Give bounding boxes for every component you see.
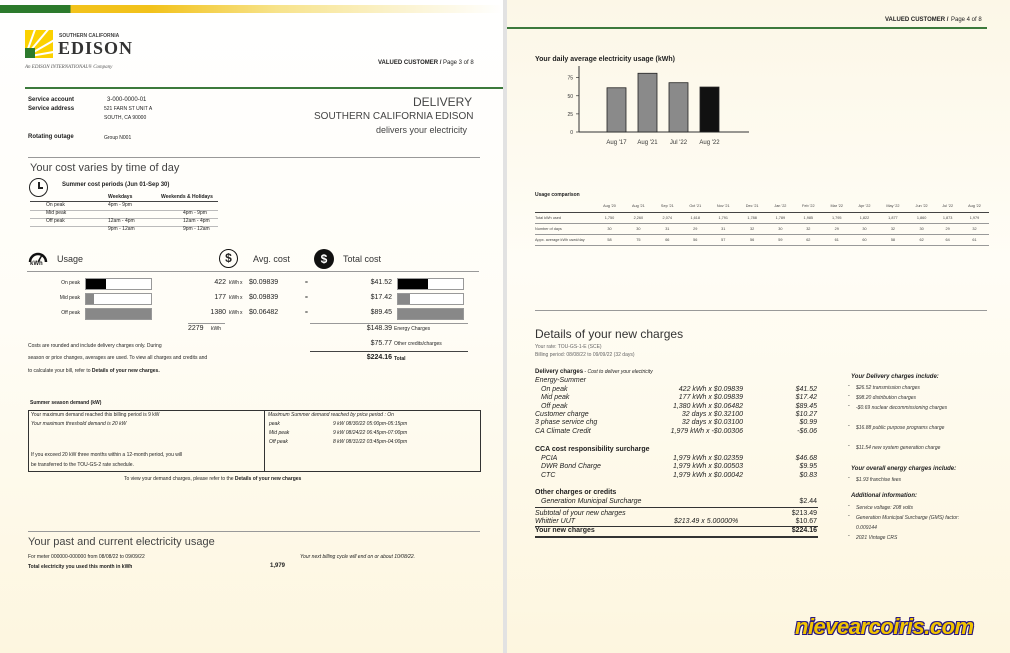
total-cost-title: Total cost bbox=[343, 254, 382, 264]
cca-line-calc: 1,979 kWh x $0.00503 bbox=[672, 463, 743, 471]
charge-line-calc: 32 days x $0.03100 bbox=[681, 419, 743, 427]
y-tick-label: 0 bbox=[570, 130, 573, 136]
energy-charges-value: $148.39 bbox=[366, 325, 392, 332]
tod-period-name: Mid peak bbox=[46, 210, 67, 216]
usage-kwh-unit: kWh bbox=[229, 280, 239, 286]
usage-kwh: 422 bbox=[214, 279, 226, 286]
charge-line-name: On peak bbox=[541, 386, 568, 393]
charge-line-name: CA Climate Credit bbox=[535, 427, 591, 435]
usage-row-label: Off peak bbox=[61, 310, 80, 316]
next-billing-cycle: Your next billing cycle will end on or about 10/08/22. bbox=[300, 554, 416, 560]
brand-color-strip bbox=[0, 5, 503, 13]
grand-total-rule bbox=[310, 351, 468, 352]
service-address-line1: 521 FARN ST UNIT A bbox=[104, 106, 153, 112]
usage-times: x bbox=[240, 310, 243, 316]
dollar-outline-icon: $ bbox=[219, 249, 238, 268]
side-energy-item: $1.93 franchise fees bbox=[856, 477, 902, 483]
gms-name: Generation Municipal Surcharge bbox=[541, 498, 642, 505]
uc-month-header: Jun '22 bbox=[908, 201, 935, 212]
header-customer-left: VALUED CUSTOMER / bbox=[378, 60, 442, 66]
demand-period-value: 8 kW 08/31/22 03:45pm-04:00pm bbox=[333, 439, 408, 445]
side-delivery-bullet: - bbox=[848, 393, 850, 399]
side-additional-bullet: - bbox=[848, 533, 850, 539]
uc-cell: 56 bbox=[738, 234, 767, 245]
uc-cell: 30 bbox=[767, 223, 794, 234]
tod-weekdays: 12am - 4pm bbox=[108, 218, 135, 224]
uc-cell: 58 bbox=[595, 234, 624, 245]
uc-month-header: Aug '21 bbox=[624, 201, 653, 212]
usage-title: Usage bbox=[57, 254, 84, 264]
charge-line-amount: $10.27 bbox=[795, 410, 817, 418]
demand-period-value: 9 kW 08/30/22 05:00pm-05:15pm bbox=[333, 421, 408, 427]
uc-cell: 57 bbox=[709, 234, 738, 245]
cca-line-calc: 1,979 kWh x $0.00042 bbox=[672, 471, 743, 479]
uc-month-header: Oct '21 bbox=[682, 201, 709, 212]
uc-cell: 30 bbox=[851, 223, 878, 234]
usage-total-cost: $89.45 bbox=[370, 309, 392, 316]
usage-bar bbox=[85, 308, 152, 320]
delivery-title: DELIVERY bbox=[413, 95, 473, 109]
uc-cell: 29 bbox=[823, 223, 851, 234]
demand-period-name: peak bbox=[269, 421, 280, 427]
charge-line-name: Customer charge bbox=[535, 410, 589, 418]
side-delivery-item: $26.52 transmission charges bbox=[856, 385, 920, 391]
side-additional-title: Additional information: bbox=[851, 493, 917, 499]
y-tick-label: 25 bbox=[567, 111, 573, 118]
usage-note-1: Costs are rounded and include delivery charges only. During bbox=[28, 343, 162, 349]
demand-box-divider bbox=[264, 410, 265, 472]
rule-1 bbox=[28, 157, 480, 158]
subtotal-rule bbox=[535, 507, 818, 508]
cost-bar bbox=[397, 278, 464, 290]
cca-title: CCA cost responsibility surcharge bbox=[535, 446, 650, 453]
kwh-icon-label: kWh bbox=[30, 261, 43, 267]
charge-line-amount: $0.99 bbox=[799, 419, 817, 427]
delivery-charges-label: Delivery charges - Cost to deliver your electricity bbox=[535, 369, 653, 375]
demand-line-4: be transferred to the TOU-GS-2 rate schedule. bbox=[31, 462, 134, 468]
header-rule bbox=[25, 87, 503, 89]
x-tick-label: Aug '22 bbox=[699, 140, 720, 146]
cost-total-rule bbox=[310, 323, 468, 324]
usage-total-cost: $41.52 bbox=[370, 279, 392, 286]
usage-avg-cost: $0.06482 bbox=[249, 309, 279, 316]
usage-bar bbox=[85, 293, 152, 305]
header-page-right: Page 4 of 8 bbox=[951, 17, 982, 23]
summer-periods-title: Summer cost periods (Jun 01-Sep 30) bbox=[62, 182, 170, 188]
logo-small-text: SOUTHERN CALIFORNIA bbox=[59, 33, 120, 39]
side-delivery-title: Your Delivery charges include: bbox=[851, 374, 939, 380]
charge-line-amount: $89.45 bbox=[795, 402, 817, 410]
demand-period-name: Mid peak bbox=[269, 430, 290, 436]
uc-cell: 2,260 bbox=[624, 212, 653, 223]
charge-line-amount: -$6.06 bbox=[797, 427, 817, 435]
logo-tagline: An EDISON INTERNATIONAL® Company bbox=[25, 65, 113, 70]
header-customer-right: VALUED CUSTOMER / bbox=[885, 17, 949, 23]
charge-line-calc: 177 kWh x $0.09839 bbox=[678, 394, 743, 402]
new-charges-double-rule bbox=[535, 536, 818, 538]
side-additional-item: Service voltage: 208 volts bbox=[856, 505, 913, 511]
tod-weekdays: 4pm - 9pm bbox=[108, 202, 132, 208]
details-billing-period: Billing period: 08/08/22 to 09/09/22 (32 days) bbox=[535, 352, 635, 358]
usage-times: x bbox=[240, 280, 243, 286]
demand-footer: To view your demand charges, please refer to the Details of your new charges bbox=[124, 476, 302, 482]
side-delivery-item: $11.54 new system generation charge bbox=[856, 445, 941, 451]
service-account-value: 3-000-0000-01 bbox=[107, 97, 147, 103]
uc-cell: 58 bbox=[878, 234, 908, 245]
usage-equals: = bbox=[305, 295, 308, 301]
uc-cell: 32 bbox=[878, 223, 908, 234]
grand-total-value: $224.16 bbox=[366, 354, 392, 361]
uc-cell: 60 bbox=[851, 234, 878, 245]
tod-weekends: 12am - 4pm bbox=[183, 218, 210, 224]
cca-line-calc: 1,979 kWh x $0.02359 bbox=[672, 455, 743, 462]
subtotal-amount: $213.49 bbox=[791, 510, 817, 517]
side-delivery-bullet: - bbox=[848, 443, 850, 449]
demand-period-value: 9 kW 08/24/22 06:45pm-07:00pm bbox=[333, 430, 408, 436]
daily-usage-bar-chart bbox=[555, 66, 755, 150]
tod-weekends: 9pm - 12am bbox=[183, 226, 210, 232]
uc-month-header: Feb '22 bbox=[794, 201, 822, 212]
total-electricity-label: Total electricity you used this month in kWh bbox=[28, 564, 133, 570]
charge-line-amount: $17.42 bbox=[795, 394, 817, 402]
cost-bar bbox=[397, 293, 464, 305]
daily-usage-chart-title: Your daily average electricity usage (kWh) bbox=[535, 56, 675, 63]
uc-cell: 59 bbox=[767, 234, 794, 245]
usage-note-2: season or price changes, averages are used. To view all charges and credits and bbox=[28, 355, 208, 361]
col-weekdays: Weekdays bbox=[108, 194, 133, 200]
cca-line-amount: $0.83 bbox=[799, 471, 817, 479]
uc-cell: 29 bbox=[682, 223, 709, 234]
uc-month-header: Jan '22 bbox=[767, 201, 794, 212]
total-kwh: 2279 bbox=[188, 325, 204, 332]
kwh-total-rule bbox=[188, 323, 225, 324]
service-address-line2: SOUTH, CA 90000 bbox=[104, 115, 147, 121]
charge-line-name: Mid peak bbox=[541, 394, 570, 402]
usage-row-label: Mid peak bbox=[59, 295, 80, 301]
uc-cell: 61 bbox=[823, 234, 851, 245]
uc-cell: 1,750 bbox=[595, 212, 624, 223]
uc-cell: 1,877 bbox=[878, 212, 908, 223]
new-charges-name: Your new charges bbox=[535, 527, 595, 534]
uc-cell: 1,788 bbox=[738, 212, 767, 223]
uc-month-header: Apr '22 bbox=[851, 201, 878, 212]
usage-comparison-table bbox=[535, 201, 989, 246]
side-delivery-item: $16.88 public purpose programs charge bbox=[856, 425, 945, 431]
other-credits-value: $75.77 bbox=[370, 340, 392, 347]
clock-icon bbox=[29, 178, 48, 197]
uc-cell: 32 bbox=[960, 223, 989, 234]
side-delivery-bullet: - bbox=[848, 383, 850, 389]
usage-equals: = bbox=[305, 310, 308, 316]
grand-total-label: Total bbox=[394, 356, 406, 362]
uc-cell: 1,822 bbox=[851, 212, 878, 223]
uc-month-header: Aug '20 bbox=[595, 201, 624, 212]
uc-cell: 75 bbox=[624, 234, 653, 245]
total-kwh-unit: kWh bbox=[211, 326, 221, 332]
demand-line-1: Your maximum demand reached this billing period is 9 kW bbox=[31, 412, 160, 418]
x-tick-label: Aug '17 bbox=[606, 140, 627, 146]
uc-cell: 66 bbox=[653, 234, 682, 245]
charge-line-calc: 422 kWh x $0.09839 bbox=[678, 386, 743, 393]
header-page-left: Page 3 of 8 bbox=[443, 60, 474, 66]
uc-cell: 56 bbox=[682, 234, 709, 245]
uc-month-header: Mar '22 bbox=[823, 201, 851, 212]
tod-weekends: 4pm - 9pm bbox=[183, 210, 207, 216]
usage-times: x bbox=[240, 295, 243, 301]
usage-kwh: 177 bbox=[214, 294, 226, 301]
gms-amount: $2.44 bbox=[799, 498, 817, 505]
kwh-meter-icon bbox=[28, 250, 48, 268]
uc-cell: 2,074 bbox=[653, 212, 682, 223]
usage-bar-Jul '22 bbox=[669, 83, 688, 132]
uc-cell: 1,979 bbox=[960, 212, 989, 223]
uc-cell: 62 bbox=[908, 234, 935, 245]
subtotal-name: Subtotal of your new charges bbox=[535, 510, 626, 517]
side-additional-item: 2021 Vintage CRS bbox=[856, 535, 898, 541]
charge-line-name: Off peak bbox=[541, 402, 568, 410]
delivery-slogan: delivers your electricity bbox=[376, 125, 468, 135]
uc-corner bbox=[535, 201, 595, 212]
uc-cell: 1,618 bbox=[682, 212, 709, 223]
logo-edison-text: EDISON bbox=[58, 38, 134, 58]
uc-cell: 1,873 bbox=[935, 212, 960, 223]
meter-line: For meter 000000-000000 from 08/08/22 to 09/09/22 bbox=[28, 554, 145, 560]
side-additional-bullet: - bbox=[848, 503, 850, 509]
header-rule-right bbox=[507, 27, 987, 29]
uc-cell: 1,860 bbox=[908, 212, 935, 223]
usage-kwh: 1380 bbox=[210, 309, 226, 316]
y-tick-label: 50 bbox=[567, 93, 573, 100]
demand-line-2: Your maximum threshold demand is 20 kW bbox=[31, 421, 127, 427]
cca-line-name: PCIA bbox=[541, 455, 558, 462]
uc-month-header: Dec '21 bbox=[738, 201, 767, 212]
uc-cell: 32 bbox=[738, 223, 767, 234]
details-title: Details of your new charges bbox=[535, 327, 684, 341]
details-rule bbox=[535, 310, 987, 311]
cca-line-name: DWR Bond Charge bbox=[541, 463, 601, 471]
usage-bar-Aug '21 bbox=[638, 73, 657, 132]
charge-line-calc: 1,380 kWh x $0.06482 bbox=[672, 402, 743, 410]
energy-summer-label: Energy-Summer bbox=[535, 377, 586, 384]
rotating-outage-label: Rotating outage bbox=[28, 134, 74, 140]
uc-cell: 30 bbox=[624, 223, 653, 234]
uc-row-label: Total kWh used bbox=[535, 212, 595, 223]
uc-cell: 1,795 bbox=[823, 212, 851, 223]
service-account-label: Service account bbox=[28, 97, 75, 103]
tod-period-name: On peak bbox=[46, 202, 65, 208]
cca-line-name: CTC bbox=[541, 471, 556, 479]
uc-cell: 62 bbox=[794, 234, 822, 245]
side-additional-item: Generation Municipal Surcharge (GMS) factor: 0.009144 bbox=[856, 515, 960, 531]
uc-cell: 1,791 bbox=[709, 212, 738, 223]
demand-title: Summer season demand (kW) bbox=[30, 400, 102, 406]
past-usage-title: Your past and current electricity usage bbox=[28, 536, 215, 548]
uc-cell: 30 bbox=[595, 223, 624, 234]
watermark-text: nievearcoiris.com bbox=[795, 614, 974, 639]
uc-month-header: Jul '22 bbox=[935, 201, 960, 212]
side-delivery-bullet: - bbox=[848, 403, 850, 409]
total-electricity-value: 1,979 bbox=[270, 563, 286, 569]
uc-cell: 64 bbox=[935, 234, 960, 245]
usage-note-3: to calculate your bill, refer to Details of your new charges. bbox=[28, 368, 160, 374]
rotating-outage-value: Group N001 bbox=[104, 135, 132, 141]
demand-period-name: Off peak bbox=[269, 439, 288, 445]
side-energy-bullet: - bbox=[848, 475, 850, 481]
usage-kwh-unit: kWh bbox=[229, 310, 239, 316]
usage-equals: = bbox=[305, 280, 308, 286]
side-delivery-item: $98.20 distribution charges bbox=[856, 395, 917, 401]
x-tick-label: Aug '21 bbox=[637, 140, 658, 146]
usage-bar bbox=[85, 278, 152, 290]
usage-comparison-title: Usage comparison bbox=[535, 192, 580, 198]
usage-bar-Aug '22 bbox=[700, 87, 719, 132]
uut-name: Whittier UUT bbox=[535, 518, 576, 525]
uut-amount: $10.67 bbox=[795, 518, 817, 525]
charge-line-calc: 1,979 kWh x -$0.00306 bbox=[670, 427, 743, 435]
cost-bar bbox=[397, 308, 464, 320]
uc-row-label: Number of days bbox=[535, 223, 595, 234]
uc-row-label: Appx. average kWh used/day bbox=[535, 234, 595, 245]
time-of-day-title: Your cost varies by time of day bbox=[30, 162, 180, 174]
usage-avg-cost: $0.09839 bbox=[249, 294, 279, 301]
other-charges-title: Other charges or credits bbox=[535, 489, 617, 496]
dollar-filled-icon: $ bbox=[314, 249, 334, 269]
uc-cell: 31 bbox=[653, 223, 682, 234]
other-credits-label: Other credits/charges bbox=[394, 341, 442, 347]
uc-cell: 29 bbox=[935, 223, 960, 234]
usage-avg-cost: $0.09839 bbox=[249, 279, 279, 286]
demand-right-title: Maximum Summer demand reached by price period : On bbox=[268, 412, 394, 418]
x-tick-label: Jul '22 bbox=[669, 140, 688, 146]
cca-line-amount: $46.68 bbox=[795, 455, 817, 462]
usage-rule-top bbox=[27, 271, 479, 272]
side-additional-bullet: - bbox=[848, 513, 850, 519]
y-tick-label: 75 bbox=[567, 75, 573, 82]
usage-total-cost: $17.42 bbox=[370, 294, 392, 301]
avg-cost-title: Avg. cost bbox=[253, 254, 290, 264]
uc-month-header: Nov '21 bbox=[709, 201, 738, 212]
uc-month-header: Sep '21 bbox=[653, 201, 682, 212]
demand-line-3: If you exceed 20 kW three months within a 12-month period, you will bbox=[31, 452, 183, 458]
uc-cell: 1,789 bbox=[767, 212, 794, 223]
uc-cell: 1,985 bbox=[794, 212, 822, 223]
side-energy-title: Your overall energy charges include: bbox=[851, 466, 957, 472]
col-weekends: Weekends & Holidays bbox=[161, 194, 213, 200]
usage-row-label: On peak bbox=[61, 280, 80, 286]
tod-weekdays: 9pm - 12am bbox=[108, 226, 135, 232]
past-usage-rule bbox=[28, 531, 480, 532]
energy-charges-label: Energy Charges bbox=[394, 326, 431, 332]
usage-kwh-unit: kWh bbox=[229, 295, 239, 301]
details-rate: Your rate: TOU-GS-1-E (SCE) bbox=[535, 344, 602, 350]
uc-cell: 32 bbox=[794, 223, 822, 234]
side-delivery-bullet: - bbox=[848, 423, 850, 429]
new-charges-amount: $224.16 bbox=[791, 527, 817, 534]
uc-month-header: May '22 bbox=[878, 201, 908, 212]
tod-period-name: Off peak bbox=[46, 218, 65, 224]
uc-cell: 61 bbox=[960, 234, 989, 245]
charge-line-amount: $41.52 bbox=[795, 386, 817, 393]
uc-month-header: Aug '22 bbox=[960, 201, 989, 212]
charge-line-name: 3 phase service chg bbox=[535, 419, 598, 427]
service-address-label: Service address bbox=[28, 106, 75, 112]
side-delivery-item: -$0.69 nuclear decommissioning charges bbox=[856, 405, 948, 411]
delivery-company: SOUTHERN CALIFORNIA EDISON bbox=[314, 111, 474, 122]
uc-cell: 30 bbox=[908, 223, 935, 234]
uc-cell: 31 bbox=[709, 223, 738, 234]
charge-line-calc: 32 days x $0.32100 bbox=[681, 410, 743, 418]
edison-logo-icon bbox=[25, 30, 53, 58]
usage-bar-Aug '17 bbox=[607, 88, 626, 132]
cca-line-amount: $9.95 bbox=[799, 463, 817, 471]
uut-calc: $213.49 x 5.00000% bbox=[674, 518, 739, 525]
